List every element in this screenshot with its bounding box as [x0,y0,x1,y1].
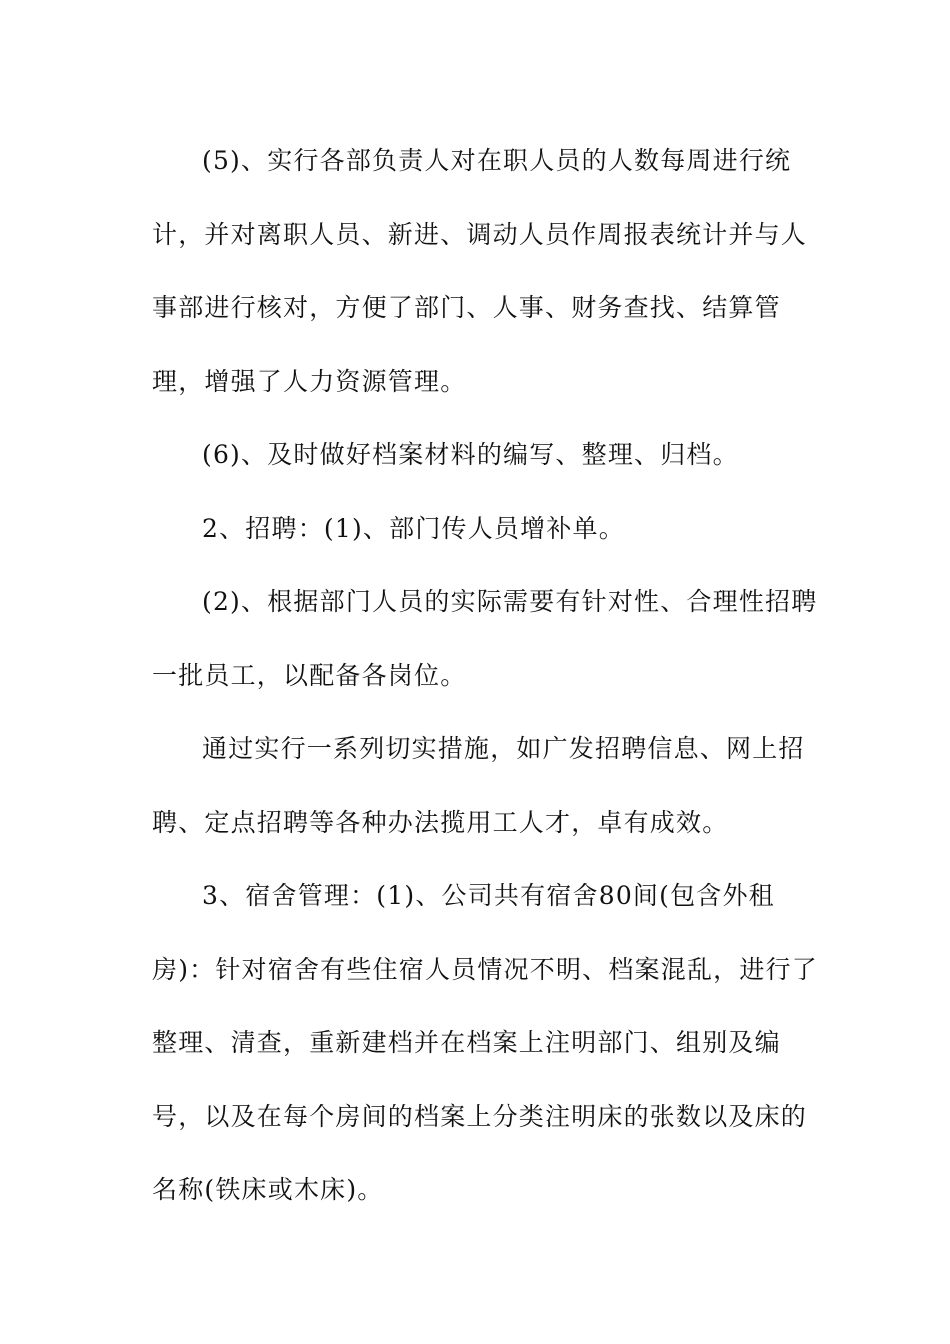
paragraph-line: 计，并对离职人员、新进、调动人员作周报表统计并与人 [152,219,808,249]
paragraph-line: 事部进行核对，方便了部门、人事、财务查找、结算管 [152,293,781,322]
paragraph-line: (5)、实行各部负责人对在职人员的人数每周进行统 [202,146,792,175]
paragraph-line: 2、招聘：(1)、部门传人员增补单。 [202,513,625,543]
paragraph-line: 3、宿舍管理：(1)、公司共有宿舍80间(包含外租 [202,881,775,910]
paragraph-line: 号，以及在每个房间的档案上分类注明床的张数以及床的 [152,1101,808,1131]
paragraph-line: (2)、根据部门人员的实际需要有针对性、合理性招聘 [202,587,818,616]
paragraph-line: 通过实行一系列切实措施，如广发招聘信息、网上招 [202,734,805,763]
paragraph-line: 聘、定点招聘等各种办法揽用工人才，卓有成效。 [152,807,729,837]
paragraph-line: 理，增强了人力资源管理。 [152,366,467,396]
paragraph-line: 一批员工，以配备各岗位。 [152,660,467,690]
paragraph-line: 整理、清查，重新建档并在档案上注明部门、组别及编 [152,1028,781,1057]
paragraph-line: 名称(铁床或木床)。 [152,1175,384,1204]
document-body [152,124,818,1227]
paragraph-line: (6)、及时做好档案材料的编写、整理、归档。 [202,440,739,469]
paragraph-line: 房)：针对宿舍有些住宿人员情况不明、档案混乱，进行了 [152,954,818,984]
